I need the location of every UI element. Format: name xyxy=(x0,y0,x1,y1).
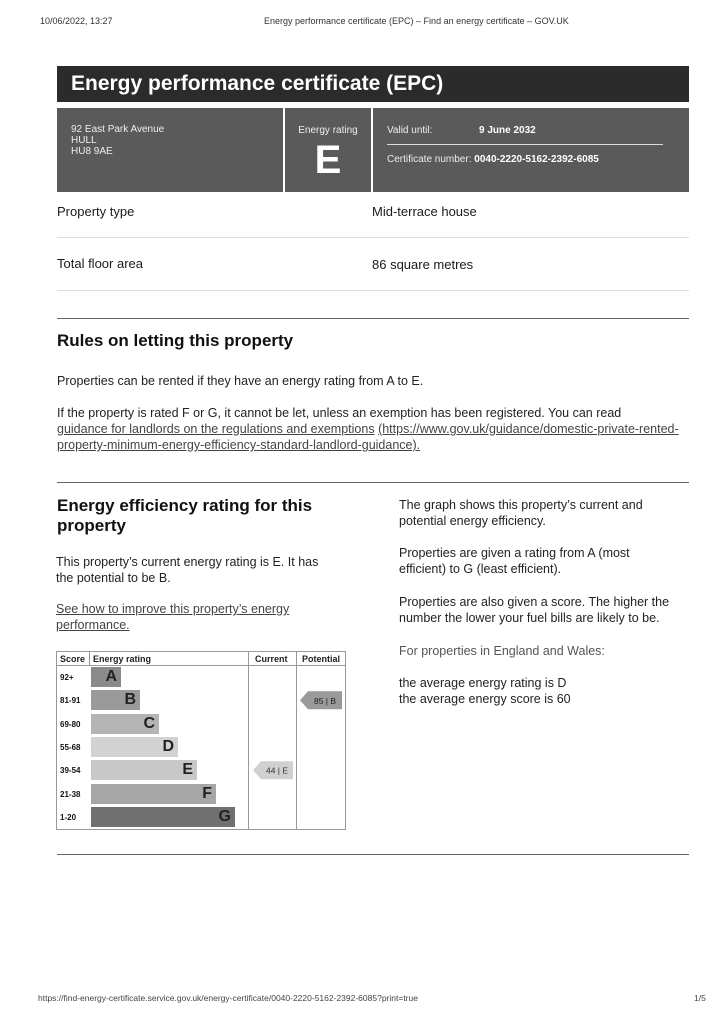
region-note: For properties in England and Wales: xyxy=(399,644,605,658)
efficiency-heading-line-1: Energy efficiency rating for this xyxy=(57,496,313,515)
floor-area-value: 86 square metres xyxy=(372,257,474,272)
summary-divider xyxy=(371,108,373,192)
band-letter-c: C xyxy=(143,714,155,732)
improve-link-block xyxy=(56,601,289,633)
print-footer-url: https://find-energy-certificate.service.gov.uk/energy-certificate/0040-2220-5162-2392-6085?print=true xyxy=(38,993,418,1003)
average-rating: the average energy rating is D xyxy=(399,676,567,690)
row-divider xyxy=(57,290,689,291)
band-score-b: 81-91 xyxy=(60,696,81,706)
band-score-d: 55-68 xyxy=(60,742,81,752)
print-page-number: 1/5 xyxy=(694,993,706,1003)
section-divider xyxy=(57,854,689,855)
graph-description xyxy=(399,497,643,529)
improve-performance-link[interactable]: See how to improve this property’s energy xyxy=(56,602,290,616)
current-rating-text xyxy=(56,554,318,586)
guidance-url[interactable]: (https://www.gov.uk/guidance/domestic-private-rented- xyxy=(378,422,679,436)
band-score-g: 1-20 xyxy=(60,812,77,822)
certificate-title: Energy performance certificate (EPC) xyxy=(57,66,689,102)
current-rating-label: 44 | E xyxy=(265,765,289,776)
chart-markers xyxy=(57,652,345,829)
letting-text: If the property is rated F or G, it cannot be let, unless an exemption has been registered. You can read xyxy=(57,406,622,420)
band-score-c: 69-80 xyxy=(60,719,81,729)
band-letter-f: F xyxy=(202,784,212,802)
potential-rating-label: 85 | B xyxy=(313,695,337,706)
chart-header-score: Score xyxy=(60,654,86,664)
band-letter-g: G xyxy=(218,807,231,825)
print-page-title: Energy performance certificate (EPC) – Find an energy certificate – GOV.UK xyxy=(264,16,569,26)
address-line-2: HULL xyxy=(71,135,97,146)
valid-until-date: 9 June 2032 xyxy=(479,125,536,136)
summary-rule xyxy=(387,144,663,145)
efficiency-heading-line-2: property xyxy=(57,516,126,535)
chart-header-rating: Energy rating xyxy=(93,654,152,664)
average-score: the average energy score is 60 xyxy=(399,692,571,706)
chart-header-current: Current xyxy=(255,654,288,664)
property-address xyxy=(71,124,164,157)
floor-area-label: Total floor area xyxy=(57,256,143,271)
rating-scale-line-1: Properties are given a rating from A (most xyxy=(399,546,630,560)
graph-description-line-1: The graph shows this property’s current and xyxy=(399,498,643,512)
valid-until-label: Valid until: xyxy=(387,125,433,136)
improve-performance-link-continued[interactable]: performance. xyxy=(56,618,130,632)
address-line-3: HU8 9AE xyxy=(71,146,113,157)
current-rating-line-2: the potential to be B. xyxy=(56,571,171,585)
property-type-label: Property type xyxy=(57,204,135,219)
efficiency-heading xyxy=(57,496,312,536)
rating-scale-description xyxy=(399,545,630,577)
band-letter-a: A xyxy=(105,668,117,685)
rating-scale-line-2: efficient) to G (least efficient). xyxy=(399,562,562,576)
score-description-line-1: Properties are also given a score. The higher the xyxy=(399,595,670,609)
guidance-url-continued[interactable]: property-minimum-energy-efficiency-standard-landlord-guidance). xyxy=(57,438,421,452)
graph-description-line-2: potential energy efficiency. xyxy=(399,514,546,528)
certificate-number-row xyxy=(387,154,599,165)
property-type-value: Mid-terrace house xyxy=(372,204,477,219)
band-score-f: 21-38 xyxy=(60,789,81,799)
energy-rating-letter: E xyxy=(314,138,342,182)
letting-paragraph-2 xyxy=(57,405,697,453)
letting-guidance-line xyxy=(57,421,697,437)
section-divider xyxy=(57,482,689,483)
certificate-number: 0040-2220-5162-2392-6085 xyxy=(474,154,599,165)
current-rating-line-1: This property’s current energy rating is E. It has xyxy=(56,555,319,569)
print-date: 10/06/2022, 13:27 xyxy=(40,16,113,26)
energy-rating-chart xyxy=(56,651,346,830)
band-score-e: 39-54 xyxy=(60,766,81,776)
certificate-summary xyxy=(57,108,689,192)
chart-header-potential: Potential xyxy=(302,654,341,664)
section-divider xyxy=(57,318,689,319)
row-divider xyxy=(57,237,689,238)
letting-heading: Rules on letting this property xyxy=(57,331,294,350)
band-score-a: 92+ xyxy=(60,673,74,682)
band-letter-e: E xyxy=(182,761,193,779)
summary-divider xyxy=(283,108,285,192)
score-description xyxy=(399,594,669,626)
certificate-number-label: Certificate number: xyxy=(387,154,472,165)
address-line-1: 92 East Park Avenue xyxy=(71,124,165,135)
letting-paragraph-1: Properties can be rented if they have an energy rating from A to E. xyxy=(57,374,424,388)
guidance-link[interactable]: guidance for landlords on the regulations and exemptions xyxy=(57,422,375,436)
energy-rating-label: Energy rating xyxy=(298,125,358,136)
band-letter-b: B xyxy=(124,691,136,709)
score-description-line-2: number the lower your fuel bills are likely to be. xyxy=(399,611,660,625)
band-letter-d: D xyxy=(162,737,174,755)
